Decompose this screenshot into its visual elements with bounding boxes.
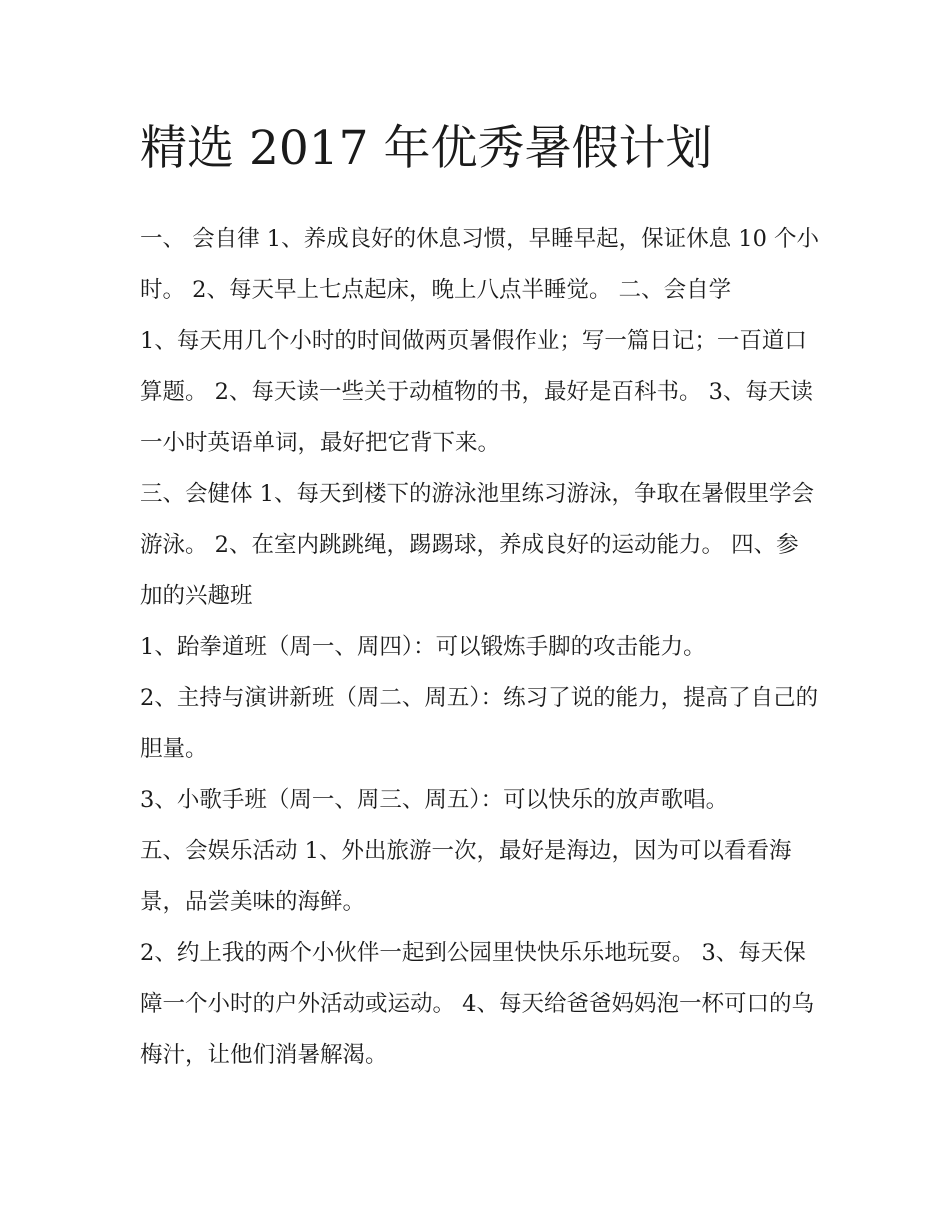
paragraph-1: 一、 会自律 1、养成良好的休息习惯，早睡早起，保证休息 10 个小时。 2、每天早上七点起床，晚上八点半睡觉。 二、会自学 <box>140 226 820 303</box>
paragraph-8: 2、约上我的两个小伙伴一起到公园里快快乐乐地玩耍。 3、每天保障一个小时的户外活动或运动。 4、每天给爸爸妈妈泡一杯可口的乌梅汁，让他们消暑解渴。 <box>140 940 814 1068</box>
paragraph-4: 1、跆拳道班（周一、周四）：可以锻炼手脚的攻击能力。 <box>140 634 706 660</box>
paragraph-6: 3、小歌手班（周一、周三、周五）：可以快乐的放声歌唱。 <box>140 787 729 813</box>
document-title: 精选 2017 年优秀暑假计划 <box>140 121 713 176</box>
paragraph-7: 五、会娱乐活动 1、外出旅游一次，最好是海边，因为可以看看海景，品尝美味的海鲜。 <box>140 838 792 915</box>
paragraph-3: 三、会健体 1、每天到楼下的游泳池里练习游泳，争取在暑假里学会游泳。 2、在室内跳跳绳，踢踢球，养成良好的运动能力。 四、参加的兴趣班 <box>140 481 814 609</box>
paragraph-2: 1、每天用几个小时的时间做两页暑假作业；写一篇日记；一百道口算题。 2、每天读一些关于动植物的书，最好是百科书。 3、每天读一小时英语单词，最好把它背下来。 <box>140 328 813 456</box>
paragraph-5: 2、主持与演讲新班（周二、周五）：练习了说的能力，提高了自己的胆量。 <box>140 685 819 762</box>
document-body <box>140 118 820 1081</box>
